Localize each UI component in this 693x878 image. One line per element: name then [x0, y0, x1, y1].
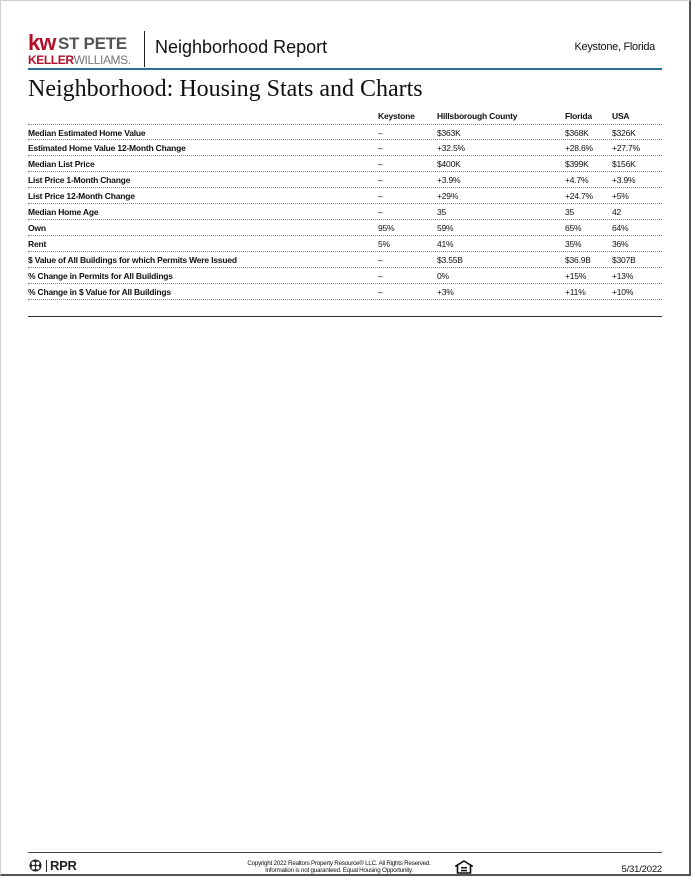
table-cell: $156K: [612, 159, 636, 169]
row-label: Own: [28, 223, 46, 233]
table-cell: +27.7%: [612, 143, 640, 153]
copyright-line-2: Information is not guaranteed. Equal Housing Opportunity.: [265, 867, 413, 874]
header-rule: [28, 68, 662, 70]
row-label: % Change in $ Value for All Buildings: [28, 287, 171, 297]
row-label: List Price 12-Month Change: [28, 191, 135, 201]
table-cell: –: [378, 159, 383, 169]
row-label: Estimated Home Value 12-Month Change: [28, 143, 186, 153]
table-cell: 36%: [612, 239, 629, 249]
kw-st-pete-logo: [28, 32, 140, 68]
table-row: [28, 188, 662, 204]
footer-rule: [28, 852, 662, 853]
table-cell: $307B: [612, 255, 636, 265]
copyright-notice: [237, 860, 441, 874]
table-row: [28, 172, 662, 188]
logo-company-part2: WILLIAMS.: [73, 53, 131, 67]
table-cell: –: [378, 207, 383, 217]
copyright-line-1: Copyright 2022 Realtors Property Resource® LLC. All Rights Reserved.: [247, 860, 431, 867]
table-cell: 42: [612, 207, 622, 217]
column-header-florida: Florida: [565, 111, 592, 121]
table-cell: –: [378, 128, 383, 138]
table-cell: +3%: [437, 287, 454, 297]
table-row: [28, 156, 662, 172]
table-row: [28, 236, 662, 252]
logo-office-name: ST PETE: [58, 34, 127, 53]
table-end-rule: [28, 316, 662, 317]
report-location: Keystone, Florida: [574, 41, 655, 53]
table-cell: 35%: [565, 239, 582, 249]
table-cell: 41%: [437, 239, 454, 249]
rpr-separator: [46, 860, 47, 872]
table-cell: 59%: [437, 223, 454, 233]
table-cell: +28.6%: [565, 143, 593, 153]
column-header-keystone: Keystone: [378, 111, 415, 121]
table-cell: 0%: [437, 271, 449, 281]
table-cell: –: [378, 255, 383, 265]
rpr-logo-icon: [29, 859, 42, 872]
table-cell: +24.7%: [565, 191, 593, 201]
table-cell: $3.55B: [437, 255, 463, 265]
table-cell: +10%: [612, 287, 634, 297]
logo-company-name: [28, 54, 131, 66]
table-row: [28, 252, 662, 268]
table-body: [28, 124, 662, 300]
report-date: 5/31/2022: [621, 864, 662, 875]
table-cell: +3.9%: [612, 175, 636, 185]
table-cell: 64%: [612, 223, 629, 233]
table-cell: $399K: [565, 159, 589, 169]
table-cell: +3.9%: [437, 175, 461, 185]
table-cell: +11%: [565, 287, 586, 297]
row-label: Median Estimated Home Value: [28, 128, 146, 138]
report-title: Neighborhood Report: [155, 37, 328, 57]
table-cell: –: [378, 271, 383, 281]
table-cell: +13%: [612, 271, 634, 281]
table-cell: 35: [565, 207, 575, 217]
table-cell: $36.9B: [565, 255, 591, 265]
row-label: $ Value of All Buildings for which Permits Were Issued: [28, 255, 237, 265]
table-cell: 65%: [565, 223, 582, 233]
table-cell: +29%: [437, 191, 459, 201]
rpr-label: RPR: [50, 858, 77, 873]
housing-stats-table: [28, 110, 662, 300]
table-row: [28, 268, 662, 284]
table-cell: –: [378, 175, 383, 185]
table-cell: –: [378, 143, 383, 153]
equal-housing-icon: [455, 860, 473, 874]
section-title: Neighborhood: Housing Stats and Charts: [28, 76, 423, 102]
table-cell: +4.7%: [565, 175, 589, 185]
table-cell: –: [378, 287, 383, 297]
table-row: [28, 204, 662, 220]
table-cell: –: [378, 191, 383, 201]
row-label: List Price 1-Month Change: [28, 175, 131, 185]
logo-kw-mark: kw: [28, 30, 56, 55]
table-row: [28, 124, 662, 140]
table-cell: $326K: [612, 128, 636, 138]
table-cell: 35: [437, 207, 447, 217]
row-label: Median List Price: [28, 159, 95, 169]
table-cell: $368K: [565, 128, 589, 138]
table-cell: +32.5%: [437, 143, 465, 153]
table-header: [28, 110, 662, 124]
table-cell: $400K: [437, 159, 461, 169]
table-cell: +5%: [612, 191, 629, 201]
column-header-hillsborough: Hillsborough County: [437, 111, 518, 121]
row-label: % Change in Permits for All Buildings: [28, 271, 173, 281]
row-label: Median Home Age: [28, 207, 99, 217]
table-cell: 95%: [378, 223, 395, 233]
column-header-usa: USA: [612, 111, 630, 121]
table-row: [28, 140, 662, 156]
table-cell: +15%: [565, 271, 587, 281]
header-divider: [144, 31, 145, 67]
logo-company-part1: KELLER: [28, 53, 74, 67]
row-label: Rent: [28, 239, 47, 249]
table-row: [28, 220, 662, 236]
table-cell: 5%: [378, 239, 390, 249]
table-cell: $363K: [437, 128, 461, 138]
table-row: [28, 284, 662, 300]
